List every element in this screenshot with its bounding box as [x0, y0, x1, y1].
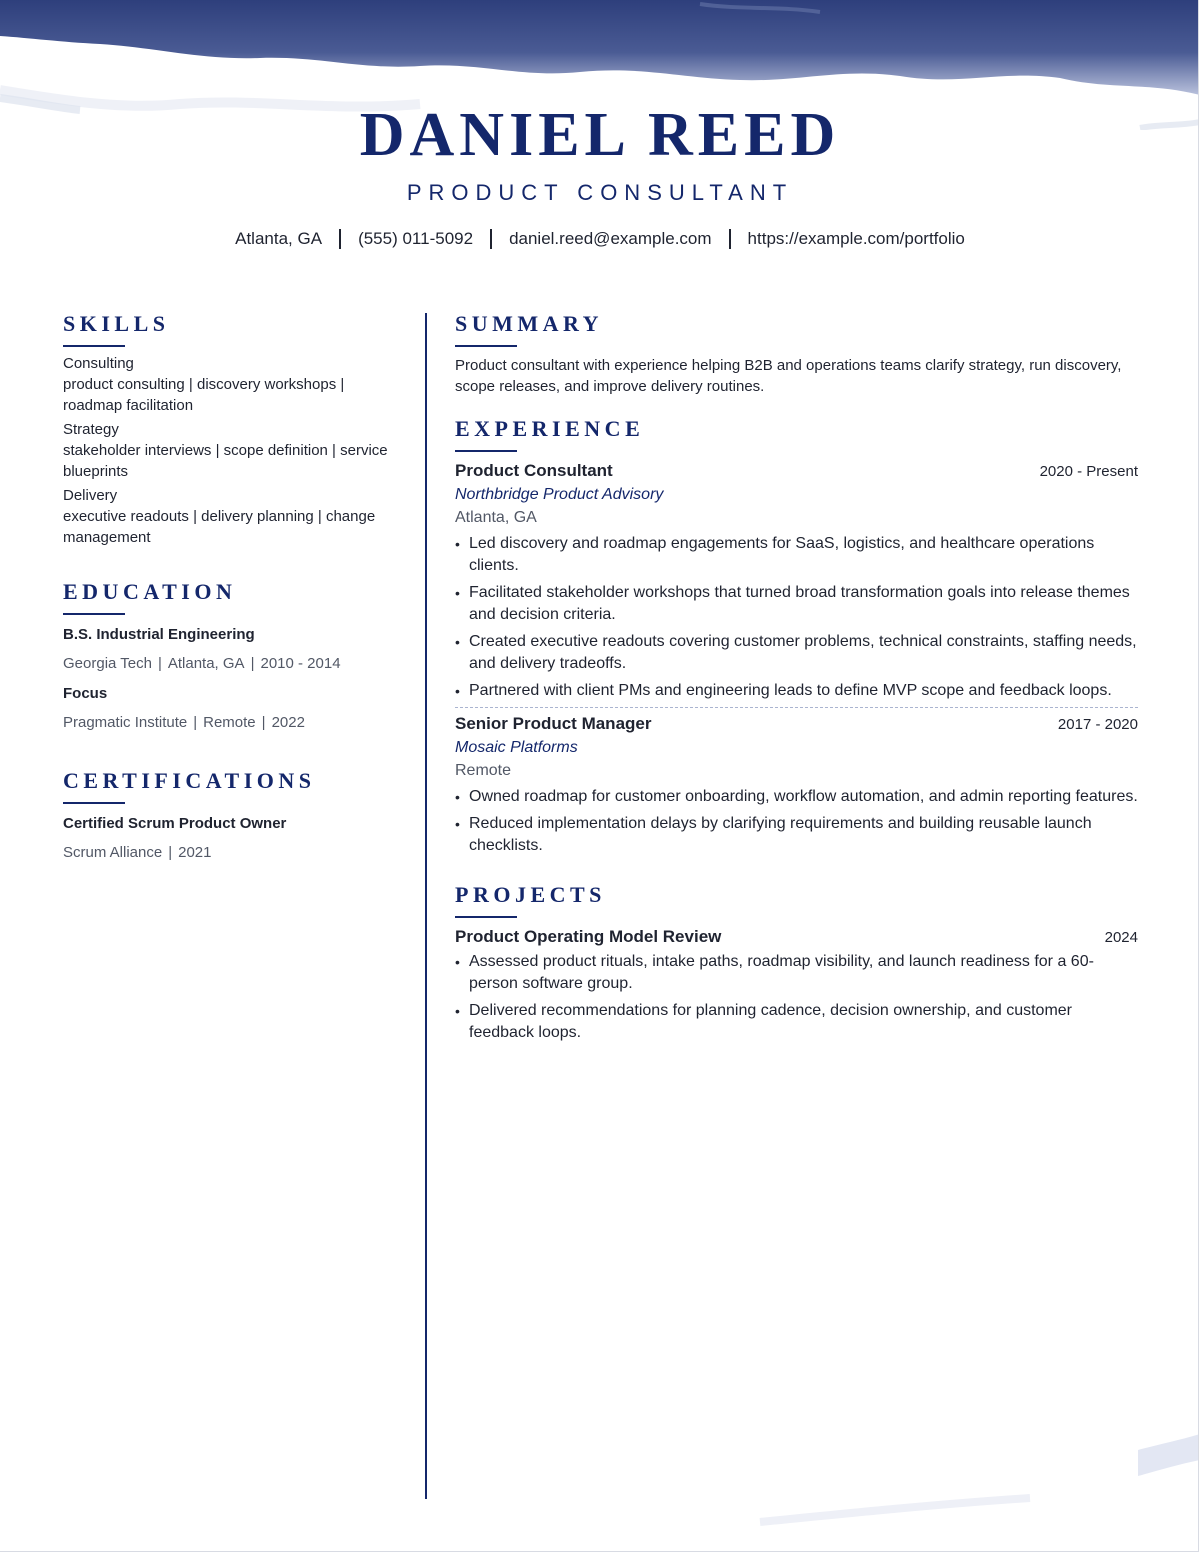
contact-separator	[339, 229, 341, 249]
job-separator	[455, 707, 1138, 708]
job-bullet: • Partnered with client PMs and engineering leads to define MVP scope and feedback loops.	[455, 680, 1138, 702]
skill-group-items: stakeholder interviews | scope definition | service blueprints	[63, 442, 388, 480]
candidate-name: DANIEL REED	[359, 101, 841, 169]
education-degree: B.S. Industrial Engineering	[63, 626, 255, 643]
contact-separator	[490, 229, 492, 249]
right-column	[455, 310, 1138, 1049]
job-header	[455, 713, 1138, 736]
contact-line	[0, 228, 1199, 250]
education-dates: 2022	[271, 714, 305, 731]
skill-group	[63, 485, 398, 548]
skill-group	[63, 419, 398, 482]
job-location: Remote	[455, 762, 512, 779]
skill-group-name: Strategy	[63, 421, 119, 438]
job-bullet: • Owned roadmap for customer onboarding, workflow automation, and admin reporting features.	[455, 786, 1138, 808]
certification-year: 2021	[178, 844, 212, 861]
section-rule	[455, 916, 517, 918]
left-column	[63, 310, 398, 863]
contact-email[interactable]: daniel.reed@example.com	[509, 229, 712, 248]
job-entry	[455, 713, 1138, 857]
job-bullets	[455, 533, 1138, 702]
column-divider	[425, 313, 427, 1499]
resume-header	[0, 100, 1199, 250]
experience-section	[455, 415, 1138, 857]
projects-section	[455, 881, 1138, 1044]
job-dates: 2020 - Present	[1039, 463, 1138, 480]
education-school: Georgia Tech	[63, 655, 152, 672]
section-rule	[455, 345, 517, 347]
education-degree: Focus	[63, 685, 108, 702]
contact-portfolio-link[interactable]: https://example.com/portfolio	[747, 229, 965, 248]
section-heading-summary: SUMMARY	[455, 311, 604, 336]
section-rule	[63, 613, 125, 615]
section-heading-projects: PROJECTS	[455, 882, 606, 907]
certification-issuer: Scrum Alliance	[63, 844, 163, 861]
section-heading-certifications: CERTIFICATIONS	[63, 768, 316, 793]
job-header	[455, 460, 1138, 483]
job-bullet: • Created executive readouts covering customer problems, technical constraints, staffing needs, and delivery tradeoffs.	[455, 631, 1138, 675]
section-heading-experience: EXPERIENCE	[455, 416, 645, 441]
certification-name: Certified Scrum Product Owner	[63, 815, 287, 832]
skill-group-name: Delivery	[63, 487, 118, 504]
education-section	[63, 578, 398, 733]
section-rule	[63, 802, 125, 804]
candidate-title: PRODUCT CONSULTANT	[406, 180, 794, 205]
watercolor-footer-accent	[0, 1420, 1199, 1552]
project-header	[455, 926, 1138, 949]
project-bullet: • Assessed product rituals, intake paths, roadmap visibility, and launch readiness for a 60-person software group.	[455, 951, 1138, 995]
job-company: Northbridge Product Advisory	[455, 486, 664, 503]
summary-text: Product consultant with experience helping B2B and operations teams clarify strategy, run discovery, scope releases, and improve delivery routines.	[455, 357, 1122, 395]
job-title: Product Consultant	[455, 461, 613, 480]
job-title: Senior Product Manager	[455, 714, 652, 733]
section-rule	[455, 450, 517, 452]
education-meta: Georgia Tech | Atlanta, GA | 2010 - 2014	[63, 655, 341, 672]
skill-group-name: Consulting	[63, 355, 134, 372]
education-location: Atlanta, GA	[167, 655, 245, 672]
skills-section	[63, 310, 398, 548]
skill-groups	[63, 353, 398, 548]
job-location: Atlanta, GA	[455, 509, 537, 526]
summary-section	[455, 310, 1138, 397]
project-dates: 2024	[1104, 929, 1138, 946]
section-heading-education: EDUCATION	[63, 579, 237, 604]
contact-phone: (555) 011-5092	[358, 229, 474, 248]
job-entry	[455, 460, 1138, 702]
education-school: Pragmatic Institute	[63, 714, 188, 731]
education-dates: 2010 - 2014	[260, 655, 341, 672]
job-dates: 2017 - 2020	[1057, 716, 1138, 733]
job-company: Mosaic Platforms	[455, 739, 578, 756]
skill-group	[63, 353, 398, 416]
section-heading-skills: SKILLS	[63, 311, 170, 336]
project-bullet: • Delivered recommendations for planning cadence, decision ownership, and customer feedback loops.	[455, 1000, 1138, 1044]
education-meta: Pragmatic Institute | Remote | 2022	[63, 714, 305, 731]
certifications-section	[63, 767, 398, 863]
job-bullet: • Led discovery and roadmap engagements for SaaS, logistics, and healthcare operations clients.	[455, 533, 1138, 577]
contact-location: Atlanta, GA	[235, 229, 323, 248]
education-location: Remote	[203, 714, 256, 731]
project-bullets	[455, 951, 1138, 1044]
project-entry	[455, 926, 1138, 1044]
contact-separator	[729, 229, 731, 249]
skill-group-items: executive readouts | delivery planning | change management	[63, 508, 376, 546]
section-rule	[63, 345, 125, 347]
job-bullet: • Reduced implementation delays by clarifying requirements and building reusable launch checklists.	[455, 813, 1138, 857]
project-title: Product Operating Model Review	[455, 927, 722, 946]
skill-group-items: product consulting | discovery workshops | roadmap facilitation	[63, 376, 345, 414]
job-bullets	[455, 786, 1138, 857]
certification-meta: Scrum Alliance | 2021	[63, 844, 212, 861]
job-bullet: • Facilitated stakeholder workshops that turned broad transformation goals into release themes and decision criteria.	[455, 582, 1138, 626]
